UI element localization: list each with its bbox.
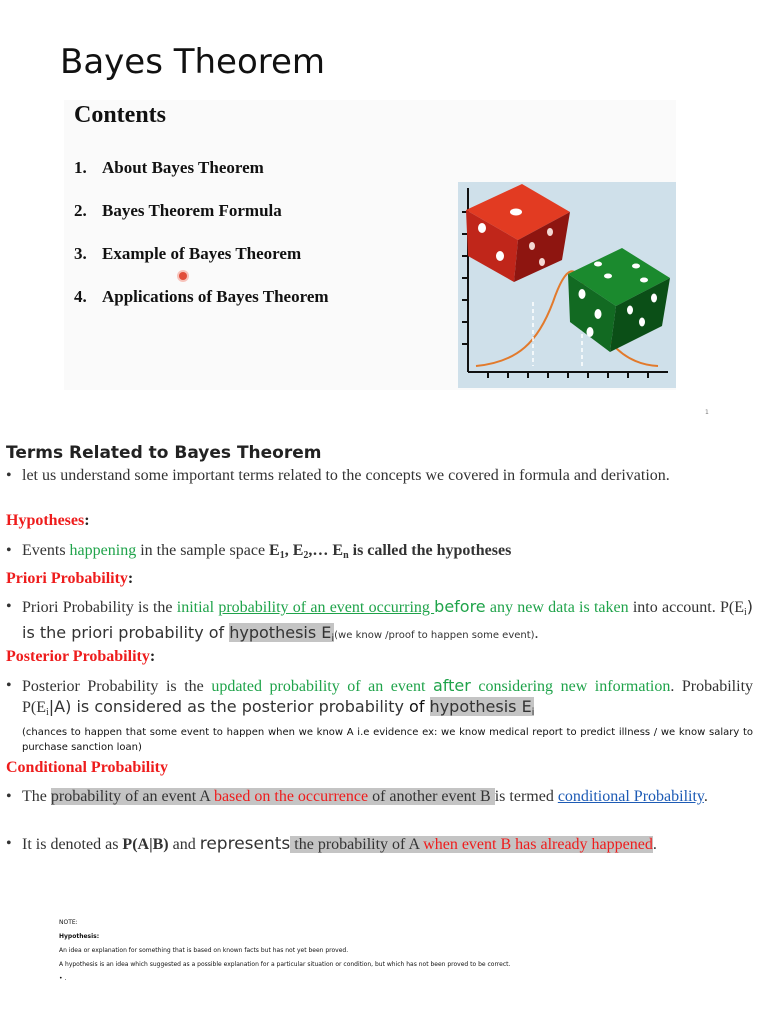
toc-item: 1. About Bayes Theorem — [74, 158, 264, 177]
conditional-bullet-2: • It is denoted as P(A|B) and represents the probability of A when event B has already happened. — [6, 834, 657, 854]
note-line: • . — [59, 975, 67, 982]
toc-item: 2. Bayes Theorem Formula — [74, 201, 282, 220]
page-number: 1 — [705, 409, 709, 416]
intro-paragraph: • let us understand some important terms related to the concepts we covered in formula and derivation. — [6, 467, 670, 484]
hypotheses-heading: Hypotheses: — [6, 512, 90, 529]
priori-bullet: • Priori Probability is the initial probability of an event occurring before any new data is taken into account. $P(E_i)$ is the priori probability of hypothesis $E_i(we$ know /proof to happen some event). — [6, 597, 754, 644]
conditional-probability-link[interactable]: conditional Probability — [557, 788, 704, 805]
page-title: Bayes Theorem — [60, 42, 326, 82]
note-term: Hypothesis: — [59, 933, 100, 940]
contents-heading: Contents — [74, 102, 167, 128]
hypotheses-bullet: • Events happening in the sample space $E_1$, $E_2,\dots$ $E_n$ is called the hypotheses — [6, 542, 512, 561]
posterior-heading: Posterior Probability: — [6, 648, 156, 665]
note-label: NOTE: — [59, 919, 78, 926]
toc-item: 3. Example of Bayes Theorem — [74, 244, 302, 263]
note-line: A hypothesis is an idea which suggested as a possible explanation for a particular situation or condition, but which has not been proved to be correct. — [59, 961, 511, 968]
priori-heading: Priori Probability: — [6, 570, 134, 587]
note-line: An idea or explanation for something that is based on known facts but has not yet been proved. — [59, 947, 349, 954]
section-heading: Terms Related to Bayes Theorem — [6, 443, 322, 463]
posterior-bullet: • Posterior Probability is the updated probability of an event after considering new information. Probability $P(E_i|A)$ is considered as the posterior probability of hypothesis $E_i$ (chances to happen that some event to happen when we know A i.e evidence ex: we know medical report to predict illness / we know salary to purchase sanction loan) — [6, 676, 754, 753]
laser-pointer-dot — [179, 272, 187, 280]
contents-slide — [64, 100, 676, 390]
posterior-example-note: (chances to happen that some event to happen when we know A i.e evidence ex: we know medical report to predict illness / we know salary to purchase sanction loan) — [22, 727, 753, 753]
conditional-heading: Conditional Probability — [6, 759, 168, 776]
toc-item: 4. Applications of Bayes Theorem — [74, 287, 329, 306]
note-block — [59, 919, 659, 989]
dice-distribution-illustration — [458, 182, 676, 388]
conditional-bullet-1: • The probability of an event A based on the occurrence of another event B is termed conditional Probability. — [6, 788, 708, 805]
